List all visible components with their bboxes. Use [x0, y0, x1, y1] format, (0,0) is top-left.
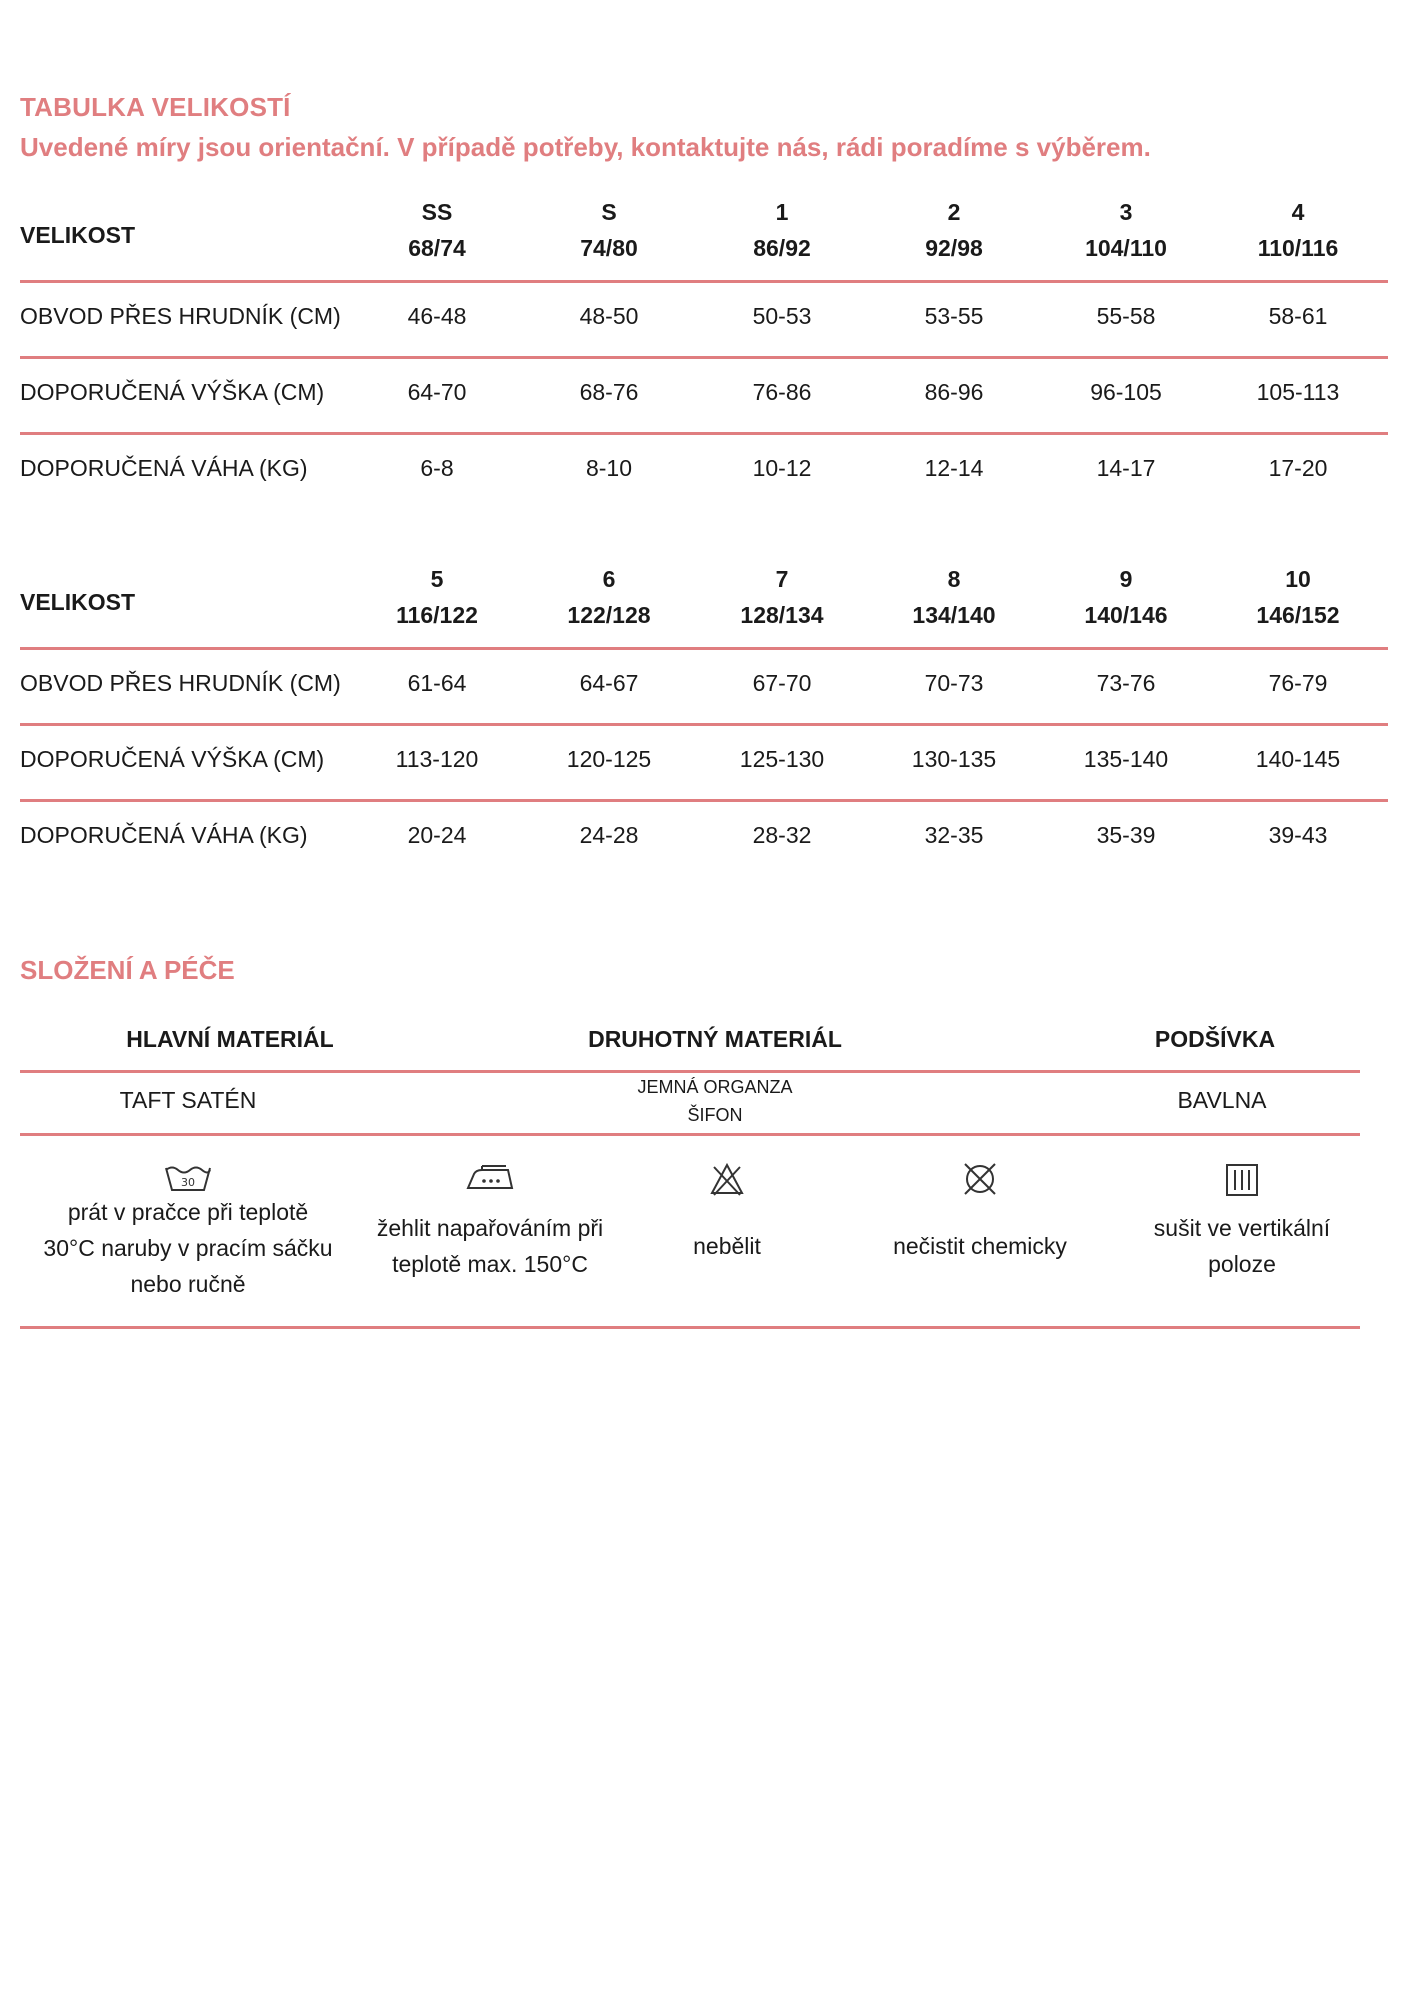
size-range: 110/116: [1257, 235, 1339, 261]
table-row: [20, 650, 1388, 726]
table-cell: 53-55: [924, 303, 984, 329]
table-cell: 46-48: [407, 303, 467, 329]
no-bleach-icon: [709, 1162, 745, 1198]
size-code: 1: [775, 199, 789, 225]
size-range: 146/152: [1256, 602, 1340, 628]
page-title: TABULKA VELIKOSTÍ: [20, 92, 291, 122]
table-cell: 96-105: [1090, 379, 1162, 405]
page-subtitle: Uvedené míry jsou orientační. V případě potřeby, kontaktujte nás, rádi poradíme s výběrem.: [20, 132, 1151, 162]
table-cell: 20-24: [407, 822, 467, 848]
size-header-cell: [1051, 561, 1201, 633]
table-cell: 28-32: [752, 822, 812, 848]
size-code: 4: [1291, 199, 1305, 225]
size-header-cell: [707, 561, 857, 633]
dry-vertical-icon: [1224, 1162, 1260, 1198]
table-cell: 67-70: [752, 670, 812, 696]
material-header-row: [20, 1020, 1360, 1073]
row-label: OBVOD PŘES HRUDNÍK (CM): [20, 303, 341, 329]
secondary-material-value: JEMNÁ ORGANZA: [637, 1077, 793, 1097]
size-range: 68/74: [408, 235, 466, 261]
care-text: [893, 1228, 1067, 1264]
material-value-row: [20, 1073, 1360, 1136]
care-text: [693, 1228, 761, 1264]
table-cell: 17-20: [1268, 455, 1328, 481]
wash-temp-label: 30: [181, 1176, 195, 1189]
main-material-value: TAFT SATÉN: [119, 1087, 257, 1113]
wash-30-icon: [163, 1162, 213, 1194]
size-header-cell: [1051, 194, 1201, 266]
row-label: DOPORUČENÁ VÁHA (KG): [20, 455, 308, 481]
composition-title: SLOŽENÍ A PÉČE: [20, 955, 235, 985]
size-code: 9: [1119, 566, 1133, 592]
size-header-label: VELIKOST: [20, 589, 136, 615]
table-cell: 14-17: [1096, 455, 1156, 481]
lining-value: BAVLNA: [1177, 1087, 1267, 1113]
table-row: [20, 435, 1388, 508]
care-text-line: prát v pračce při teplotě: [67, 1199, 309, 1225]
size-range: 128/134: [740, 602, 824, 628]
size-header-label: VELIKOST: [20, 222, 136, 248]
table-cell: 58-61: [1268, 303, 1328, 329]
table-cell: 35-39: [1096, 822, 1156, 848]
row-label: DOPORUČENÁ VÁHA (KG): [20, 822, 308, 848]
table-cell: 61-64: [407, 670, 467, 696]
size-header-cell: [879, 561, 1029, 633]
care-text: [1154, 1210, 1330, 1282]
table-cell: 10-12: [752, 455, 812, 481]
table-cell: 24-28: [579, 822, 639, 848]
size-header-row: [20, 557, 1388, 650]
size-code: 5: [430, 566, 444, 592]
table-cell: 130-135: [911, 746, 997, 772]
size-range: 86/92: [753, 235, 811, 261]
size-header-cell: [534, 561, 684, 633]
table-row: [20, 726, 1388, 802]
size-table-2: [20, 557, 1388, 875]
size-code: 7: [775, 566, 789, 592]
size-code: 2: [947, 199, 961, 225]
table-cell: 120-125: [566, 746, 652, 772]
table-cell: 64-67: [579, 670, 639, 696]
table-cell: 135-140: [1083, 746, 1169, 772]
size-range: 116/122: [396, 602, 478, 628]
row-label: DOPORUČENÁ VÝŠKA (CM): [20, 746, 325, 772]
care-item-dry: [1153, 1140, 1331, 1277]
care-item-bleach: [693, 1140, 761, 1259]
care-text-line: nebělit: [693, 1233, 761, 1259]
row-label: DOPORUČENÁ VÝŠKA (CM): [20, 379, 325, 405]
size-header-cell: [707, 194, 857, 266]
care-text-line: nečistit chemicky: [893, 1233, 1067, 1259]
table-cell: 6-8: [420, 455, 454, 481]
size-header-cell: [534, 194, 684, 266]
care-instructions: [20, 1140, 1360, 1329]
table-row: [20, 802, 1388, 875]
size-range: 92/98: [925, 235, 983, 261]
size-header-cell: [362, 561, 512, 633]
size-range: 104/110: [1085, 235, 1167, 261]
size-range: 134/140: [912, 602, 996, 628]
table-cell: 105-113: [1256, 379, 1340, 405]
secondary-material-value: ŠIFON: [687, 1105, 743, 1125]
size-code: 10: [1285, 566, 1311, 592]
care-text-line: žehlit napařováním při: [376, 1215, 604, 1241]
table-cell: 73-76: [1096, 670, 1156, 696]
care-item-iron: [376, 1140, 604, 1277]
material-table: [20, 1020, 1360, 1136]
table-cell: 68-76: [579, 379, 639, 405]
care-text-line: poloze: [1208, 1251, 1276, 1277]
table-cell: 32-35: [924, 822, 984, 848]
table-cell: 48-50: [579, 303, 639, 329]
table-cell: 39-43: [1268, 822, 1328, 848]
table-cell: 76-86: [752, 379, 812, 405]
care-item-wash: [43, 1140, 333, 1297]
care-text: [377, 1210, 603, 1282]
care-text: [43, 1194, 332, 1302]
table-cell: 113-120: [395, 746, 479, 772]
size-header-cell: [1223, 194, 1373, 266]
main-material-header: HLAVNÍ MATERIÁL: [126, 1026, 334, 1052]
size-header-cell: [362, 194, 512, 266]
care-item-dryclean: [893, 1140, 1067, 1259]
no-dry-clean-icon: [961, 1160, 999, 1198]
size-code: S: [601, 199, 617, 225]
size-code: 3: [1119, 199, 1133, 225]
size-header-cell: [1223, 561, 1373, 633]
lining-header: PODŠÍVKA: [1154, 1026, 1276, 1052]
table-cell: 55-58: [1096, 303, 1156, 329]
table-row: [20, 359, 1388, 435]
size-header-row: [20, 190, 1388, 283]
size-code: 6: [602, 566, 616, 592]
size-code: SS: [421, 199, 453, 225]
table-cell: 50-53: [752, 303, 812, 329]
table-cell: 76-79: [1268, 670, 1328, 696]
size-range: 122/128: [567, 602, 651, 628]
iron-steam-icon: [464, 1162, 516, 1194]
table-row: [20, 283, 1388, 359]
table-cell: 64-70: [407, 379, 467, 405]
size-header-cell: [879, 194, 1029, 266]
secondary-material-header: DRUHOTNÝ MATERIÁL: [588, 1026, 842, 1052]
table-cell: 125-130: [739, 746, 825, 772]
size-range: 140/146: [1084, 602, 1168, 628]
size-table-1: [20, 190, 1388, 508]
table-cell: 140-145: [1255, 746, 1341, 772]
table-cell: 8-10: [585, 455, 633, 481]
table-cell: 70-73: [924, 670, 984, 696]
table-cell: 86-96: [924, 379, 984, 405]
size-code: 8: [947, 566, 961, 592]
care-text-line: 30°C naruby v pracím sáčku: [43, 1235, 333, 1261]
table-cell: 12-14: [924, 455, 984, 481]
size-range: 74/80: [580, 235, 638, 261]
care-text-line: nebo ručně: [130, 1271, 246, 1297]
care-text-line: teplotě max. 150°C: [392, 1251, 588, 1277]
row-label: OBVOD PŘES HRUDNÍK (CM): [20, 670, 341, 696]
care-text-line: sušit ve vertikální: [1153, 1215, 1331, 1241]
